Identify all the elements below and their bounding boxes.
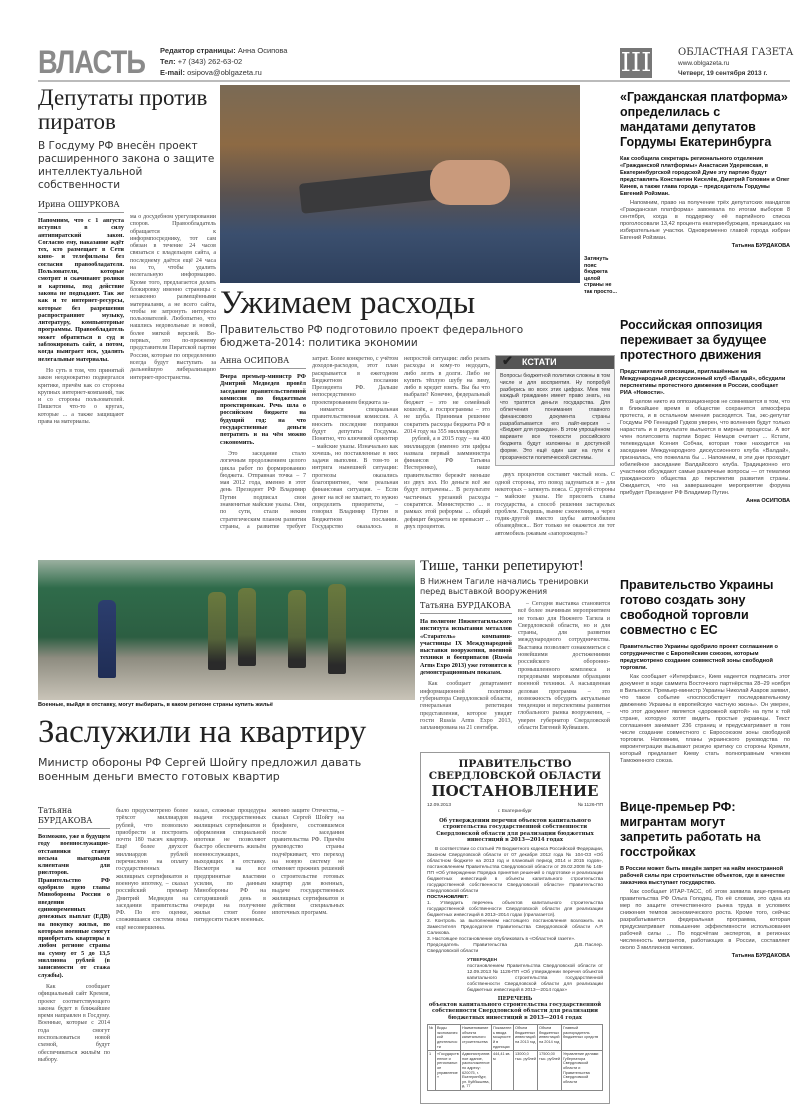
paper-name: ОБЛАСТНАЯ ГАЗЕТА xyxy=(678,47,794,58)
photo-caption: Военные, выйдя в отставку, могут выбирать, в каком регионе страны купить жильё xyxy=(38,702,273,708)
table-header: Объем бюджетных инвестиций на 2013 год xyxy=(514,1025,538,1051)
article-body: двух процентов составит чистый ноль. С одной стороны, это повод задуматься и – для некоторых – затянуть пояса. С другой стороны – майские указы. Не присоить славы государства, а способ решения застарелых проблем. Глядишь, вымне сэкономим, а через годик-другой вместо шубы автомобилем обзаведёмся... Вот только не окажется ли тот автомобиль ржавым «запорожцем»? xyxy=(495,472,615,537)
decree-city: г. Екатеринбург xyxy=(497,809,532,814)
signer-title: Председатель Правительства Свердловской области xyxy=(427,942,507,954)
decree-preamble: В соответствии со статьей 79 Бюджетного кодекса Российской Федерации, Законом Свердловской области от 07 декабря 2012 года № 104-ОЗ «Об областном бюджете на 2013 год и плановый период 2014 и 2015 годов», постановлением Правительства Свердловской области от 29.02.2008 № 145-ПП «Об утверждении Порядка принятия решений о подготовке и реализации бюджетных инвестиций в объекты капитального строительства государственной собственности Свердловской области» Правительство Свердловской области xyxy=(427,846,603,894)
signer-name: Д.В. Паслер. xyxy=(574,942,603,948)
news-item xyxy=(620,318,790,505)
news-author: Анна ОСИПОВА xyxy=(745,498,790,504)
government-decree xyxy=(420,752,610,1104)
article-body: жению защите Отечества, – сказал Сергей Шойгу на брифинге, состоявшемся после заседания правительства РФ. Причём руководство страны подчёркивает, что переход на новую систему не отменяет прежних решений о строительстве готовых квартир для военных, выдаче государственных жилищных сертификатов и действии специальных ипотечных программ. xyxy=(272,808,344,917)
article-body: Как сообщает официальный сайт Кремля, проект соответствующего закона будет в ближайшее время направлен в Госдуму. Военные, которые с 2014 года смогут воспользоваться новой схемой, будут обеспечиваться жильём по выбору. xyxy=(38,983,110,1063)
news-title: Российская оппозиция переживает за будущее протестного движения xyxy=(620,318,767,362)
approved-text: постановлением Правительства Свердловской области от 12.09.2013 № 1126-ПП «Об утверждении перечня объектов капитального строительства государственной собственности Свердловской области для реализации бюджетных инвестиций в 2013—2014 годах» xyxy=(467,963,603,993)
box-title: КСТАТИ xyxy=(522,357,557,367)
box-text: Вопросы бюджетной политики сложны в том числе и для восприятия. Ну попробуй разберись во всех этих цифрах. Меж тем каждый гражданин имеет право знать, на что тратятся деньги государства. Для облегчения понимания главного финансового документа страны разрабатывается его лайт-версия – «Бюджет для граждан». В этом упрощённом варианте все тонкости российского бюджета будут изложены в доступной форме. Это ещё один шаг на пути к прозрачности политической системы. xyxy=(500,373,610,461)
table-cell: 17500,00 тыс. рублей xyxy=(538,1051,562,1091)
decree-resolves: ПОСТАНОВЛЯЕТ: xyxy=(427,894,469,900)
soldiers-photo xyxy=(38,560,415,700)
news-lead: Как сообщила секретарь регионального отделения «Гражданской платформы» Анастасия Удеревская, в Екатеринбургской городской Думе эту партию будут представлять Константин Киселёв, Дмитрий Головин и Олег Кинев, а также глава города – председатель Гордумы Евгений Ройзман. xyxy=(620,156,790,197)
section-title: ВЛАСТЬ xyxy=(38,44,146,80)
article-subtitle: Министр обороны РФ Сергей Шойгу предложил давать военным деньги вместо готовых квартир xyxy=(38,756,362,783)
approved-label: УТВЕРЖДЕН xyxy=(467,957,498,963)
article-housing xyxy=(38,712,416,784)
news-title: Правительство Украины готово создать зону свободной торговли совместно с ЕС xyxy=(620,578,774,637)
article-title: Тише, танки репетируют! xyxy=(420,558,584,574)
photo-figure xyxy=(288,590,306,668)
decree-item: 1. Утвердить перечень объектов капитального строительства государственной собственности Свердловской области для реализации бюджетных инвестиций в 2013–2014 годах (прилагается). xyxy=(427,900,603,918)
issue-date: Четверг, 19 сентября 2013 г. xyxy=(678,70,768,77)
article-body: нимается специальная правительственная комиссия. А вносить последние поправки будут депутаты Госдумы. Понятно, что ключевой ориентир – майские указы. Изначально как хочешь, но поставленные в них задачи выполни. В том-то и интрига нынешней ситуации: прогнозы оказались благоприятнее, чем реальная финансовая ситуация. – Если денег на всё не хватает, то нужно определить приоритеты, – говорил Владимир Путин в Бюджетном послании. Государство оказалось в непростой ситуации: либо резать расходы и кому-то недодать, либо лезть в долги. Либо не купить тёплую шубу на зиму, либо в кредит взять. Вы бы что выбрали? Конечно, федеральный бюджет – это не семейный кошелёк, а госпрограммы – это не шуба. Принимая решение сократить расходы бюджета РФ в 2014 году на 355 миллиардов xyxy=(312,356,490,530)
article-tanks xyxy=(420,557,610,732)
decree-item: 3. Настоящее постановление опубликовать в «Областной газете». xyxy=(427,936,576,942)
decree-title: Об утверждении перечня объектов капитального строительства государственной собственности Свердловской области для реализации бюджетных инвестиций в 2013—2014 годах xyxy=(436,818,594,844)
paper-info xyxy=(678,47,793,79)
article-author: Татьяна БУРДАКОВА xyxy=(38,806,110,829)
table-header: Объем бюджетных инвестиций на 2014 год xyxy=(538,1025,562,1051)
photo-figure xyxy=(208,592,226,670)
sidebar-box-kstati xyxy=(495,355,615,466)
decree-heading: ПОСТАНОВЛЕНИЕ xyxy=(431,782,599,800)
article-lead: На полигоне Нижнетагильского института испытания металлов «Старатель» компании-участницы IX Международной выставки вооружения, военной техники и боеприпасов (Russia Arms Expo 2013) уже готовятся к демонстрационным показам. xyxy=(420,618,512,677)
news-lead: Представители оппозиции, приглашённые на Международный дискуссионный клуб «Валдай», обсудили перспективы протестного движения в России, сообщает РИА «Новости». xyxy=(620,369,786,396)
phone: +7 (343) 262-63-02 xyxy=(177,57,243,66)
decree-item: 2. Контроль за выполнением настоящего постановления возложить на Заместителя Председателя Правительства Свердловской области А.Р. Салихова. xyxy=(427,918,603,936)
article-body: казал, сложные процедуры выдачи государственных жилищных сертификатов и оформления специальной ипотеки не позволяют быстро обеспечить жильём военнослужащих, выходящих в отставку. Несмотря на все предпринятые властями усилия, по данным Минобороны РФ на сегодняшний день в очереди на получение жилья стоят более пятидесяти тысяч военных. xyxy=(194,808,266,924)
news-item xyxy=(620,90,790,250)
table-cell: «Государственное и региональное управление» xyxy=(436,1051,461,1091)
news-title: Вице-премьер РФ: мигрантам могут запретить работать на госстройках xyxy=(620,800,761,859)
article-subtitle: В Госдуму РФ внесён проект расширенного закона о защите интеллектуальной собственности xyxy=(38,140,215,191)
article-author: Ирина ОШУРКОВА xyxy=(38,200,124,213)
article-body: Это заседание стало логичным продолжением целого цикла работ по формированию бюджета. Отправная точка – 7 мая 2012 года, именно в этот день Президент РФ Владимир Путин подписал свои знаменитые майские указы. Они, по сути, стали неким стратегическим планом развития страны, а развитие требует затрат. Более конкретно, с учётом доходов-расходов, этот план раскрывается в ежегодном Бюджетном послании Президента РФ. Дальше непосредственно проектированием бюджета за- xyxy=(220,356,398,530)
decree-authority: ПРАВИТЕЛЬСТВО СВЕРДЛОВСКОЙ ОБЛАСТИ xyxy=(428,758,602,782)
table-cell: Управление делами Губернатора Свердловской области и Правительства Свердловской области xyxy=(562,1051,603,1091)
news-text: В целом никто из оппозиционеров не сомневается в том, что в ближайшее время в обществе сохранится атмосфера протеста, и в остальном мнения расходятся. Так, экс-депутат Госдумы РФ Геннадий Гудков уверен, что волнения будут только нарастать и в результате выльются в мирные процессы. А вот член политсовета партии Борис Немцов считает ... Кстати, телеведущая Ксения Собчак, которая тоже находится на заседании Международного дискуссионного клуба «Валдай», призналась, что пожелала бы ... Напомним, в эти дни проходит юбилейное заседание Валдайского клуба. Традиционно его участники обсуждают самые различные вопросы — от тематики гражданского общества до перспектив развития страны. Ожидается, что на завершающее мероприятие форума прибудет Президент РФ Владимир Путин. xyxy=(620,399,790,496)
table-cell: 1 xyxy=(428,1051,436,1091)
article-body: – Сегодня выставка становится всё более значимым мероприятием не только для Нижнего Тагила и Свердловской области, но и для страны, для развития международного сотрудничества. Выставка позволяет ознакомиться с новейшими достижениями российского оборонно-промышленного комплекса и передовыми мировыми образцами военной техники. А насыщенная деловая программа – это возможность обсудить актуальные тенденции и перспективы развития глобального рынка вооружения, – уверен губернатор Свердловской области Евгений Куйвашев. xyxy=(518,601,610,732)
news-text: Напомним, право на получение трёх депутатских мандатов «Гражданская платформа» завоевала по итогам выборов 8 сентября, когда в поддержку её партийного списка проголосовали 13,42 процента екатеринбуржцев, пришедших на избирательные участки. Одновременно главой города избран Евгений Ройзман. xyxy=(620,200,790,241)
article-lead: Вчера премьер-министр РФ Дмитрий Медведев провёл заседание правительственной комиссии по бюджетным проектировкам. Речь шла о российском бюджете на будущий год: на что государственные деньги потратить и на чём можно сэкономить. xyxy=(220,373,306,446)
table-cell: 13000,0 тыс. рублей xyxy=(514,1051,538,1091)
email-label: E-mail: xyxy=(160,68,186,77)
table-header: Показатель ввода мощностей в единицах xyxy=(492,1025,514,1051)
budget-right-stack xyxy=(495,355,615,538)
header-divider xyxy=(38,80,790,82)
article-pirates xyxy=(38,86,216,426)
table-cell: 444,41 кв. м xyxy=(492,1051,514,1091)
decree-date: 12.09.2013 xyxy=(427,803,452,808)
photo-caption: Затянуть пояс бюджета целой страны не так просто... xyxy=(584,256,617,295)
photo-figure xyxy=(328,584,346,674)
checkmark-icon: ✔ xyxy=(502,353,513,368)
table-header: Наименование объекта капитального строительства xyxy=(461,1025,492,1051)
article-body: Но суть в том, что принятый закон неоднократно подвергался критике, причём как со стороны крупных интернет-компаний, так и со стороны пользователей. Пишется что-то о кругах, которые ... а также защищают права на материалы. xyxy=(38,367,124,426)
investment-table xyxy=(427,1024,603,1091)
news-author: Татьяна БУРДАКОВА xyxy=(731,953,790,959)
phone-label: Тел: xyxy=(160,57,176,66)
housing-col-1 xyxy=(38,806,110,1064)
page-number: III xyxy=(620,48,652,78)
article-body: рублей, а в 2015 году – на 400 миллиардов (именно эти цифры назвала первый замминистра финансов РФ Татьяна Нестеренко), наше правительство бережёт меньше из двух зол. Но деньги всё же будут потрачены... В результате частичных урезаний расходы сократятся. Министерство ... в рамках этой реформы ... общий дефицит бюджета не превысит ... двух процентов. xyxy=(404,436,490,530)
article-subtitle: В Нижнем Тагиле начались тренировки перед выставкой вооружения xyxy=(420,577,589,596)
photo-hand xyxy=(430,160,510,205)
table-header: Главный распорядитель бюджетных средств xyxy=(562,1025,603,1051)
article-author: Анна ОСИПОВА xyxy=(220,356,306,369)
news-author: Татьяна БУРДАКОВА xyxy=(731,243,790,249)
photo-figure xyxy=(98,600,116,678)
decree-number: № 1126-ПП xyxy=(577,803,603,808)
table-header: № xyxy=(428,1025,436,1051)
news-item xyxy=(620,578,790,765)
email-link[interactable]: osipova@oblgazeta.ru xyxy=(187,68,262,77)
table-header-row xyxy=(428,1025,603,1051)
news-text: Как сообщает ИТАР-ТАСС, об этом заявила вице-премьер правительства РФ Ольга Голодец. По её словам, это одна из мер по защите отечественного рынка труда в условиях снижения темпов экономического роста. Кроме того, сейчас разрабатывается федеральная программа, которая предусматривает повышение эффективности использования рабочей силы ... По подсчётам экспертов, в регионах численность мигрантов, работающих в России, составляет около 3 миллионов человек. xyxy=(620,889,790,951)
article-budget xyxy=(220,284,580,350)
table-row xyxy=(428,1051,603,1091)
editor-info xyxy=(160,45,287,78)
editor-label: Редактор страницы: xyxy=(160,46,236,55)
article-body: было предусмотрено более трёхсот миллиардов рублей, что позволило приобрести и построить почти 180 тысяч квартир. Ещё более двухсот миллиардов рублей перечислено на оплату государственных жилищных сертификатов и военную ипотеку, – сказал российский премьер Дмитрий Медведев на заседании правительства РФ. По его оценке, сложившаяся система пока ещё несовершенна. xyxy=(116,808,188,931)
news-text: Как сообщает «Интерфакс», Киев надеется подписать этот документ в ходе саммита Восточного партнёрства 28–29 ноября в Вильнюсе. Премьер-министр Украины Николай Азаров заявил, что такое событие «поспособствует последовательному движению Украины в европейскую частную жизнь». Он уверен, что этот документ является «дорожной картой» на пути к той стране, которую хотят видеть простые украинцы. Текст соглашения занимает 236 страниц и предусматривает в том числе создание совместного с Евросоюзом зоны свободной торговли. Напомним, планы украинского руководства по евроинтеграции вызывают резкую критику со стороны Кремля, который предлагает Киеву стать полноправным членом Таможенного союза. xyxy=(620,674,790,764)
list-subtitle: объектов капитального строительства государственной собственности Свердловской области для реализации бюджетных инвестиций в 2013—2014 годах xyxy=(428,1002,602,1021)
site-link[interactable]: www.oblgazeta.ru xyxy=(678,60,730,67)
photo-figure xyxy=(238,588,256,666)
news-lead: В России может быть введён запрет на найм иностранной рабочей силы при строительстве объектов, где в качестве заказчика выступает государство. xyxy=(620,866,785,886)
article-body: ма о досудебном урегулировании споров. Правообладатель обращается к информпосреднику, тот сам обязан в течение 24 часов связаться с владельцем сайта, а последнему даётся ещё 24 часа на то, чтобы удалить нелегальную информацию. Кроме того, предлагается делать блокировку именно страницы с незаконно размещёнными материалами, а не всего сайта, чтобы не затронуть интересы пользователей. Любопытно, что нашлись недовольные и новой, более мягкой версией. Во-первых, это по-прежнему представители Пиратской партии России, которые по определению всегда будут выступать за дальнейшую либерализацию интернет-пространства. xyxy=(130,214,216,381)
budget-columns xyxy=(220,356,490,531)
article-title: Ужимаем расходы xyxy=(220,285,476,321)
article-lead: Возможно, уже в будущем году военнослужащие-отставники станут весьма выгодными клиентами для риелторов. Правительство РФ одобрило идею главы Минобороны России о введении единовременных денежных выплат (ЕДВ) на покупку жилья, по которым военные смогут приобретать квартиры в любом регионе страны на сумму от 5 до 13,5 миллиона рублей (в зависимости от стажа службы). xyxy=(38,833,110,979)
article-title: Заслужили на квартиру xyxy=(38,714,367,750)
table-header: Виды экономической деятельности xyxy=(436,1025,461,1051)
article-title: Депутаты против пиратов xyxy=(38,85,208,134)
news-item xyxy=(620,800,790,960)
article-author: Татьяна БУРДАКОВА xyxy=(420,601,512,614)
news-lead: Правительство Украины одобрило проект соглашения о сотрудничестве с Европейским союзом, которым предусмотрено создание совместной зоны свободной торговли. xyxy=(620,644,778,671)
article-lead: Напомним, что с 1 августа вступил в силу антипиратский закон. Согласно ему, наказание ждёт тех, кто размещает в Сети кино- и телефильмы без согласия правообладателя. Пользователи, которые смотрят и скачивают ролики и картины, под действие закона не подпадают. Так же как и те интернет-ресурсы, которые без разрешения распространяют музыку, литературу, компьютерные программы. Правообладатель может обратиться в суд и заблокировать сайт, а потом, когда выиграет иск, удалить нелегальные материалы. xyxy=(38,217,124,363)
news-title: «Гражданская платформа» определилась с мандатами депутатов Гордумы Екатеринбурга xyxy=(620,90,788,149)
list-title: ПЕРЕЧЕНЬ xyxy=(497,995,533,1002)
table-cell: Административное здание, расположенное по адресу: 620075, г. Екатеринбург, ул. Куйбышева, д. 77 xyxy=(461,1051,492,1091)
editor-name: Анна Осипова xyxy=(237,46,288,55)
article-subtitle: Правительство РФ подготовило проект федерального бюджета-2014: политика экономии xyxy=(220,324,524,349)
article-body: Как сообщает департамент информационной политики губернатора Свердловской области, генеральная репетиция представления, которое увидят гости Russia Arms Expo 2013, запланирована на 21 сентября. xyxy=(420,681,512,732)
